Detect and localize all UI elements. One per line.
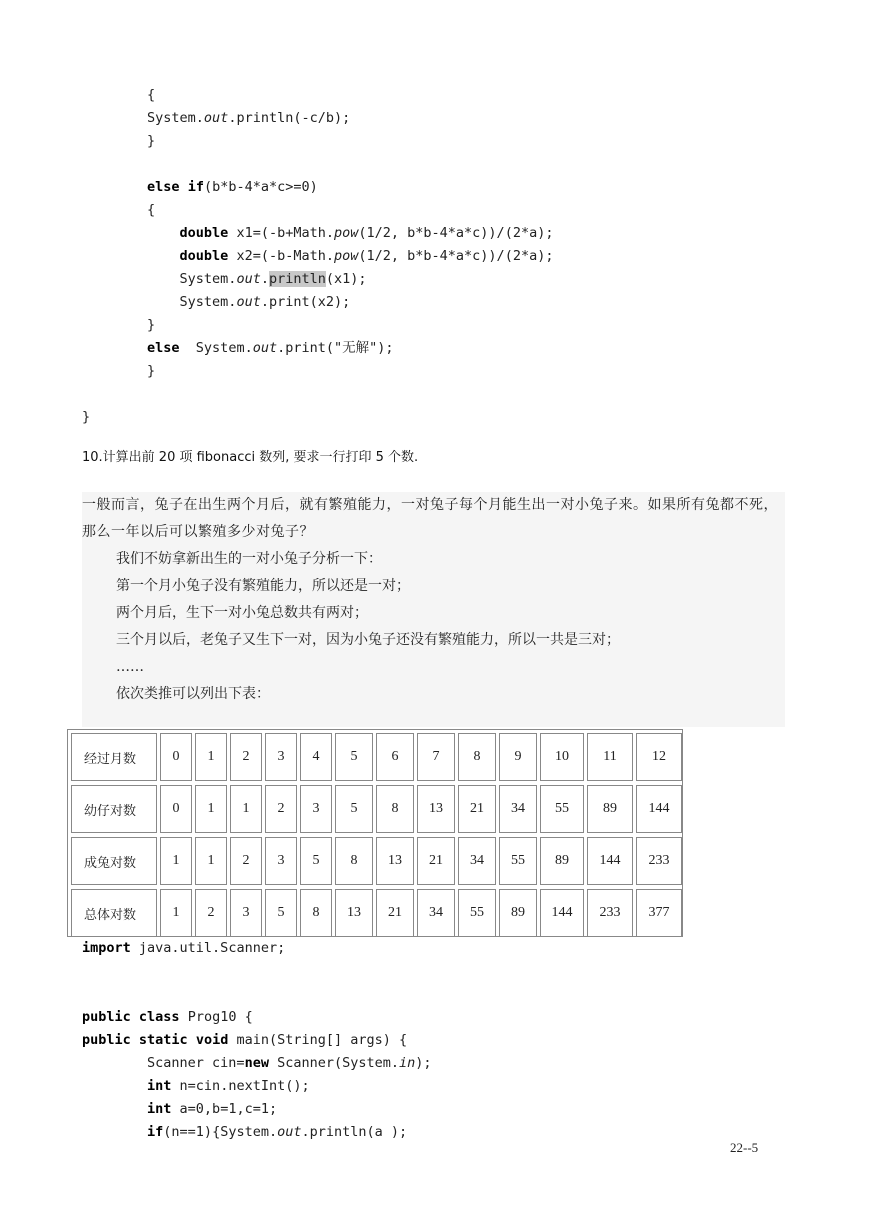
table-cell: 377 [636,889,682,937]
table-cell: 11 [587,733,633,781]
code-line: public class Prog10 { [82,1009,253,1025]
table-cell: 2 [195,889,227,937]
code-line: Scanner cin=new Scanner(System.in); [82,1055,432,1071]
section-heading: 10.计算出前 20 项 fibonacci 数列, 要求一行打印 5 个数. [82,450,419,465]
table-cell: 89 [499,889,537,937]
table-cell: 7 [417,733,455,781]
table-cell: 5 [265,889,297,937]
code-line: double x2=(-b-Math.pow(1/2, b*b-4*a*c))/(2*a); [179,248,554,264]
table-cell: 0 [160,785,192,833]
code-line: System.out.println(x1); [82,271,367,287]
code-block-bottom [0,937,869,1144]
table-cell: 34 [458,837,496,885]
code-line: System.out.print(x2); [82,294,351,310]
code-line: else System.out.print("无解"); [147,340,394,356]
code-line: } [82,133,156,149]
table-cell: 3 [265,837,297,885]
table-cell: 5 [300,837,332,885]
table-cell: 8 [458,733,496,781]
table-cell: 233 [636,837,682,885]
table-cell: 2 [265,785,297,833]
code-line: } [82,317,156,333]
table-cell: 144 [587,837,633,885]
table-cell: 1 [195,733,227,781]
intro-paragraph: 一般而言，兔子在出生两个月后，就有繁殖能力，一对兔子每个月能生出一对小兔子来。如果所有兔都不死，那么一年以后可以繁殖多少对兔子？ [82,497,778,540]
table-cell: 5 [335,733,373,781]
table-cell: 2 [230,837,262,885]
table-cell: 21 [458,785,496,833]
code-line: import java.util.Scanner; [82,940,286,956]
table-cell: 1 [160,837,192,885]
code-line [0,383,869,406]
code-block-top [0,84,869,429]
table-cell: 8 [335,837,373,885]
table-cell: 10 [540,733,584,781]
code-line [0,983,869,1006]
table-cell: 2 [230,733,262,781]
table-cell: 8 [300,889,332,937]
table-cell: 21 [376,889,414,937]
code-line [0,960,869,983]
rabbit-table [67,729,683,937]
code-line: double x1=(-b+Math.pow(1/2, b*b-4*a*c))/(2*a); [179,225,554,241]
table-cell: 3 [265,733,297,781]
table-cell: 34 [499,785,537,833]
table-cell: 12 [636,733,682,781]
table-cell: 89 [540,837,584,885]
paragraph-line: 我们不妨拿新出生的一对小兔子分析一下： [116,551,382,567]
table-cell: 13 [335,889,373,937]
paragraph-line: 第一个月小兔子没有繁殖能力，所以还是一对； [116,578,410,594]
code-line: { [82,87,156,103]
code-line: int n=cin.nextInt(); [147,1078,310,1094]
table-cell: 13 [417,785,455,833]
code-line: { [82,202,156,218]
table-cell: 1 [160,889,192,937]
table-cell: 1 [195,837,227,885]
table-cell: 9 [499,733,537,781]
code-line [0,153,869,176]
table-row-header: 总体对数 [71,889,157,937]
page-number: 22--5 [730,1140,759,1155]
table-row-header: 成兔对数 [71,837,157,885]
paragraph-line: 三个月以后，老兔子又生下一对，因为小兔子还没有繁殖能力，所以一共是三对； [116,632,620,648]
table-cell: 55 [458,889,496,937]
code-line: } [82,363,156,379]
table-cell: 5 [335,785,373,833]
table-cell: 1 [195,785,227,833]
table-cell: 233 [587,889,633,937]
table-cell: 0 [160,733,192,781]
table-cell: 13 [376,837,414,885]
table-cell: 144 [540,889,584,937]
table-cell: 55 [499,837,537,885]
table-row-header: 幼仔对数 [71,785,157,833]
paragraph-line: 依次类推可以列出下表： [116,686,270,702]
table-cell: 89 [587,785,633,833]
table-cell: 21 [417,837,455,885]
table-cell: 4 [300,733,332,781]
code-line: System.out.println(-c/b); [82,110,351,126]
code-line: int a=0,b=1,c=1; [147,1101,278,1117]
table-cell: 3 [300,785,332,833]
table-cell: 6 [376,733,414,781]
paragraph-line: 两个月后，生下一对小兔总数共有两对； [116,605,368,621]
table-row-header: 经过月数 [71,733,157,781]
table-cell: 55 [540,785,584,833]
problem-description [82,492,785,727]
paragraph-line: …… [116,659,144,675]
code-line: public static void main(String[] args) { [82,1032,408,1048]
table-cell: 1 [230,785,262,833]
table-cell: 34 [417,889,455,937]
table-cell: 144 [636,785,682,833]
table-cell: 3 [230,889,262,937]
table-cell: 8 [376,785,414,833]
code-line: else if(b*b-4*a*c>=0) [147,179,318,195]
code-line: if(n==1){System.out.println(a ); [147,1124,408,1140]
code-line: } [82,409,91,425]
